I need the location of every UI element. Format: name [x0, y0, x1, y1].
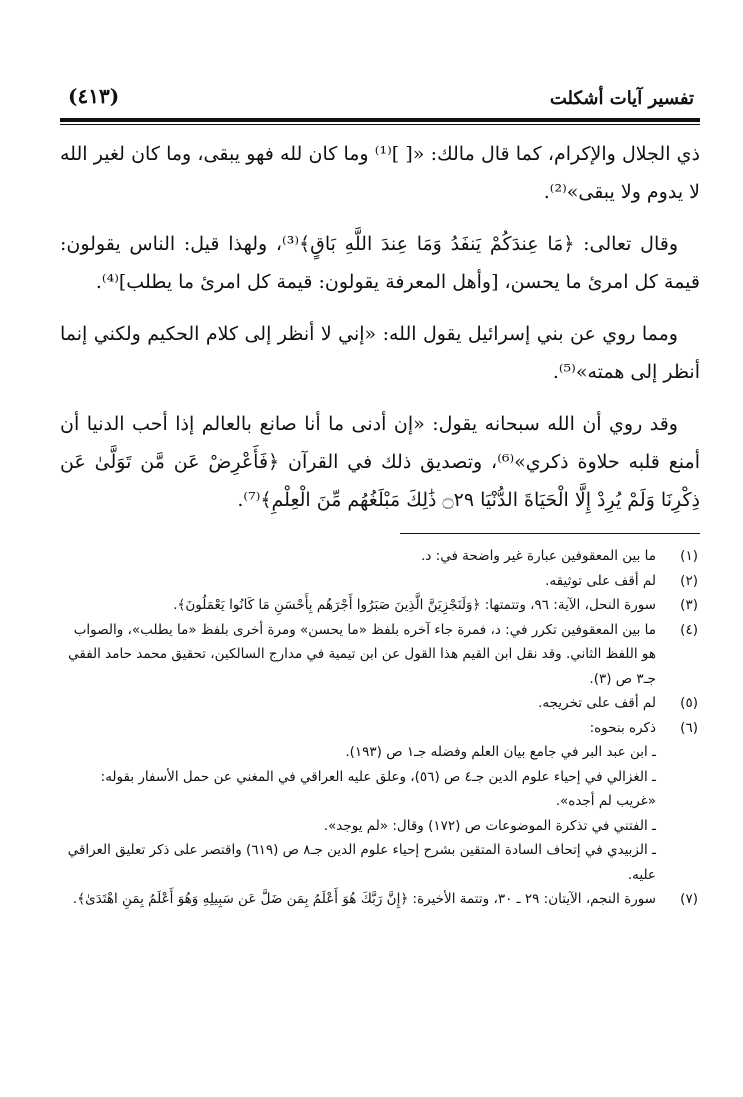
running-header: [60, 80, 700, 116]
footnote-number: (٥): [680, 695, 698, 711]
footnote-subitem: ـ ابن عبد البر في جامع بيان العلم وفضله جـ١ ص (١٩٣).: [345, 744, 656, 760]
footnotes: [60, 544, 700, 912]
footnote-number: (٤): [680, 621, 698, 638]
paragraph: وقد روي أن الله سبحانه يقول: «إن أدنى ما أنا صانع بالعالم إذا أحب الدنيا أن أمنع قلبه حلاوة ذكري»⁽⁶⁾، وتصديق ذلك في القرآن ﴿فَأَعْرِضْ عَن مَّن تَوَلَّىٰ عَن ذِكْرِنَا وَلَمْ يُرِدْ إِلَّا الْحَيَاةَ الدُّنْيَا ۝٢٩ ذَٰلِكَ مَبْلَغُهُم مِّنَ الْعِلْمِ﴾⁽⁷⁾.: [60, 413, 700, 511]
footnote-number: (١): [680, 548, 698, 564]
footnote: [60, 716, 700, 741]
running-title: تفسير آيات أشكلت: [549, 88, 694, 109]
paragraph: ومما روي عن بني إسرائيل يقول الله: «إني لا أنظر إلى كلام الحكيم ولكني إنما أنظر إلى همته»⁽⁵⁾.: [60, 323, 700, 383]
header-rule-thin: [60, 124, 700, 125]
footnote-separator: [400, 533, 700, 534]
footnote: [60, 887, 700, 912]
header-rule-thick: [60, 118, 700, 122]
footnote-number: (٣): [680, 597, 698, 613]
footnote-number: (٦): [680, 719, 698, 736]
footnote: [60, 618, 700, 692]
footnote-text: سورة النجم، الآيتان: ٢٩ ـ ٣٠، وتتمة الأخيرة: ﴿إِنَّ رَبَّكَ هُوَ أَعْلَمُ بِمَن ضَلَّ عَن سَبِيلِهِ وَهُوَ أَعْلَمُ بِمَنِ اهْتَدَىٰ﴾.: [72, 891, 656, 907]
footnote-text: ما بين المعقوفين عبارة غير واضحة في: د.: [421, 548, 656, 564]
footnote-subitem: ـ الفتني في تذكرة الموضوعات ص (١٧٢) وقال: «لم يوجد».: [323, 817, 656, 834]
book-page: [60, 80, 700, 912]
paragraph: ذي الجلال والإكرام، كما قال مالك: «[ ]⁽¹⁾ وما كان لله فهو يبقى، وما كان لغير الله لا يدوم ولا يبقى»⁽²⁾.: [60, 143, 700, 203]
footnote-text: لم أقف على تخريجه.: [538, 695, 656, 711]
footnote: [60, 593, 700, 618]
footnote-text: ذكره بنحوه:: [589, 719, 656, 736]
page-number: (٤١٣): [68, 84, 120, 108]
main-text: [60, 135, 700, 519]
footnote-text: سورة النحل، الآية: ٩٦، وتتمتها: ﴿وَلَنَجْزِيَنَّ الَّذِينَ صَبَرُوا أَجْرَهُم بِأَحْسَنِ مَا كَانُوا يَعْمَلُونَ﴾.: [173, 597, 656, 613]
footnote-text: لم أقف على توثيقه.: [545, 572, 656, 589]
footnote-number: (٢): [680, 572, 698, 589]
footnote-text: ما بين المعقوفين تكرر في: د، فمرة جاء آخره بلفظ «ما يحسن» ومرة أخرى بلفظ «ما يطلب»، والصواب هو اللفظ الثاني. وقد نقل ابن القيم هذا القول عن ابن تيمية في مدارج السالكين، تحقيق محمد حامد الفقي جـ٣ ص (٣).: [68, 621, 656, 687]
footnote: [60, 691, 700, 716]
footnote-number: (٧): [680, 891, 698, 907]
footnote-subitem: ـ الزبيدي في إتحاف السادة المتقين بشرح إحياء علوم الدين جـ٨ ص (٦١٩) واقتصر على ذكر تعليق العراقي عليه.: [67, 842, 656, 883]
footnote: [60, 544, 700, 569]
paragraph: وقال تعالى: ﴿مَا عِندَكُمْ يَنفَدُ وَمَا عِندَ اللَّهِ بَاقٍ﴾⁽³⁾، ولهذا قيل: الناس يقولون: قيمة كل امرئ ما يحسن، [وأهل المعرفة يقولون: قيمة كل امرئ ما يطلب]⁽⁴⁾.: [60, 233, 700, 293]
footnote-subitem: ـ الغزالي في إحياء علوم الدين جـ٤ ص (٥٦)، وعلق عليه العراقي في المغني عن حمل الأسفار بقوله: «غريب لم أجده».: [100, 768, 656, 809]
footnote: [60, 569, 700, 594]
